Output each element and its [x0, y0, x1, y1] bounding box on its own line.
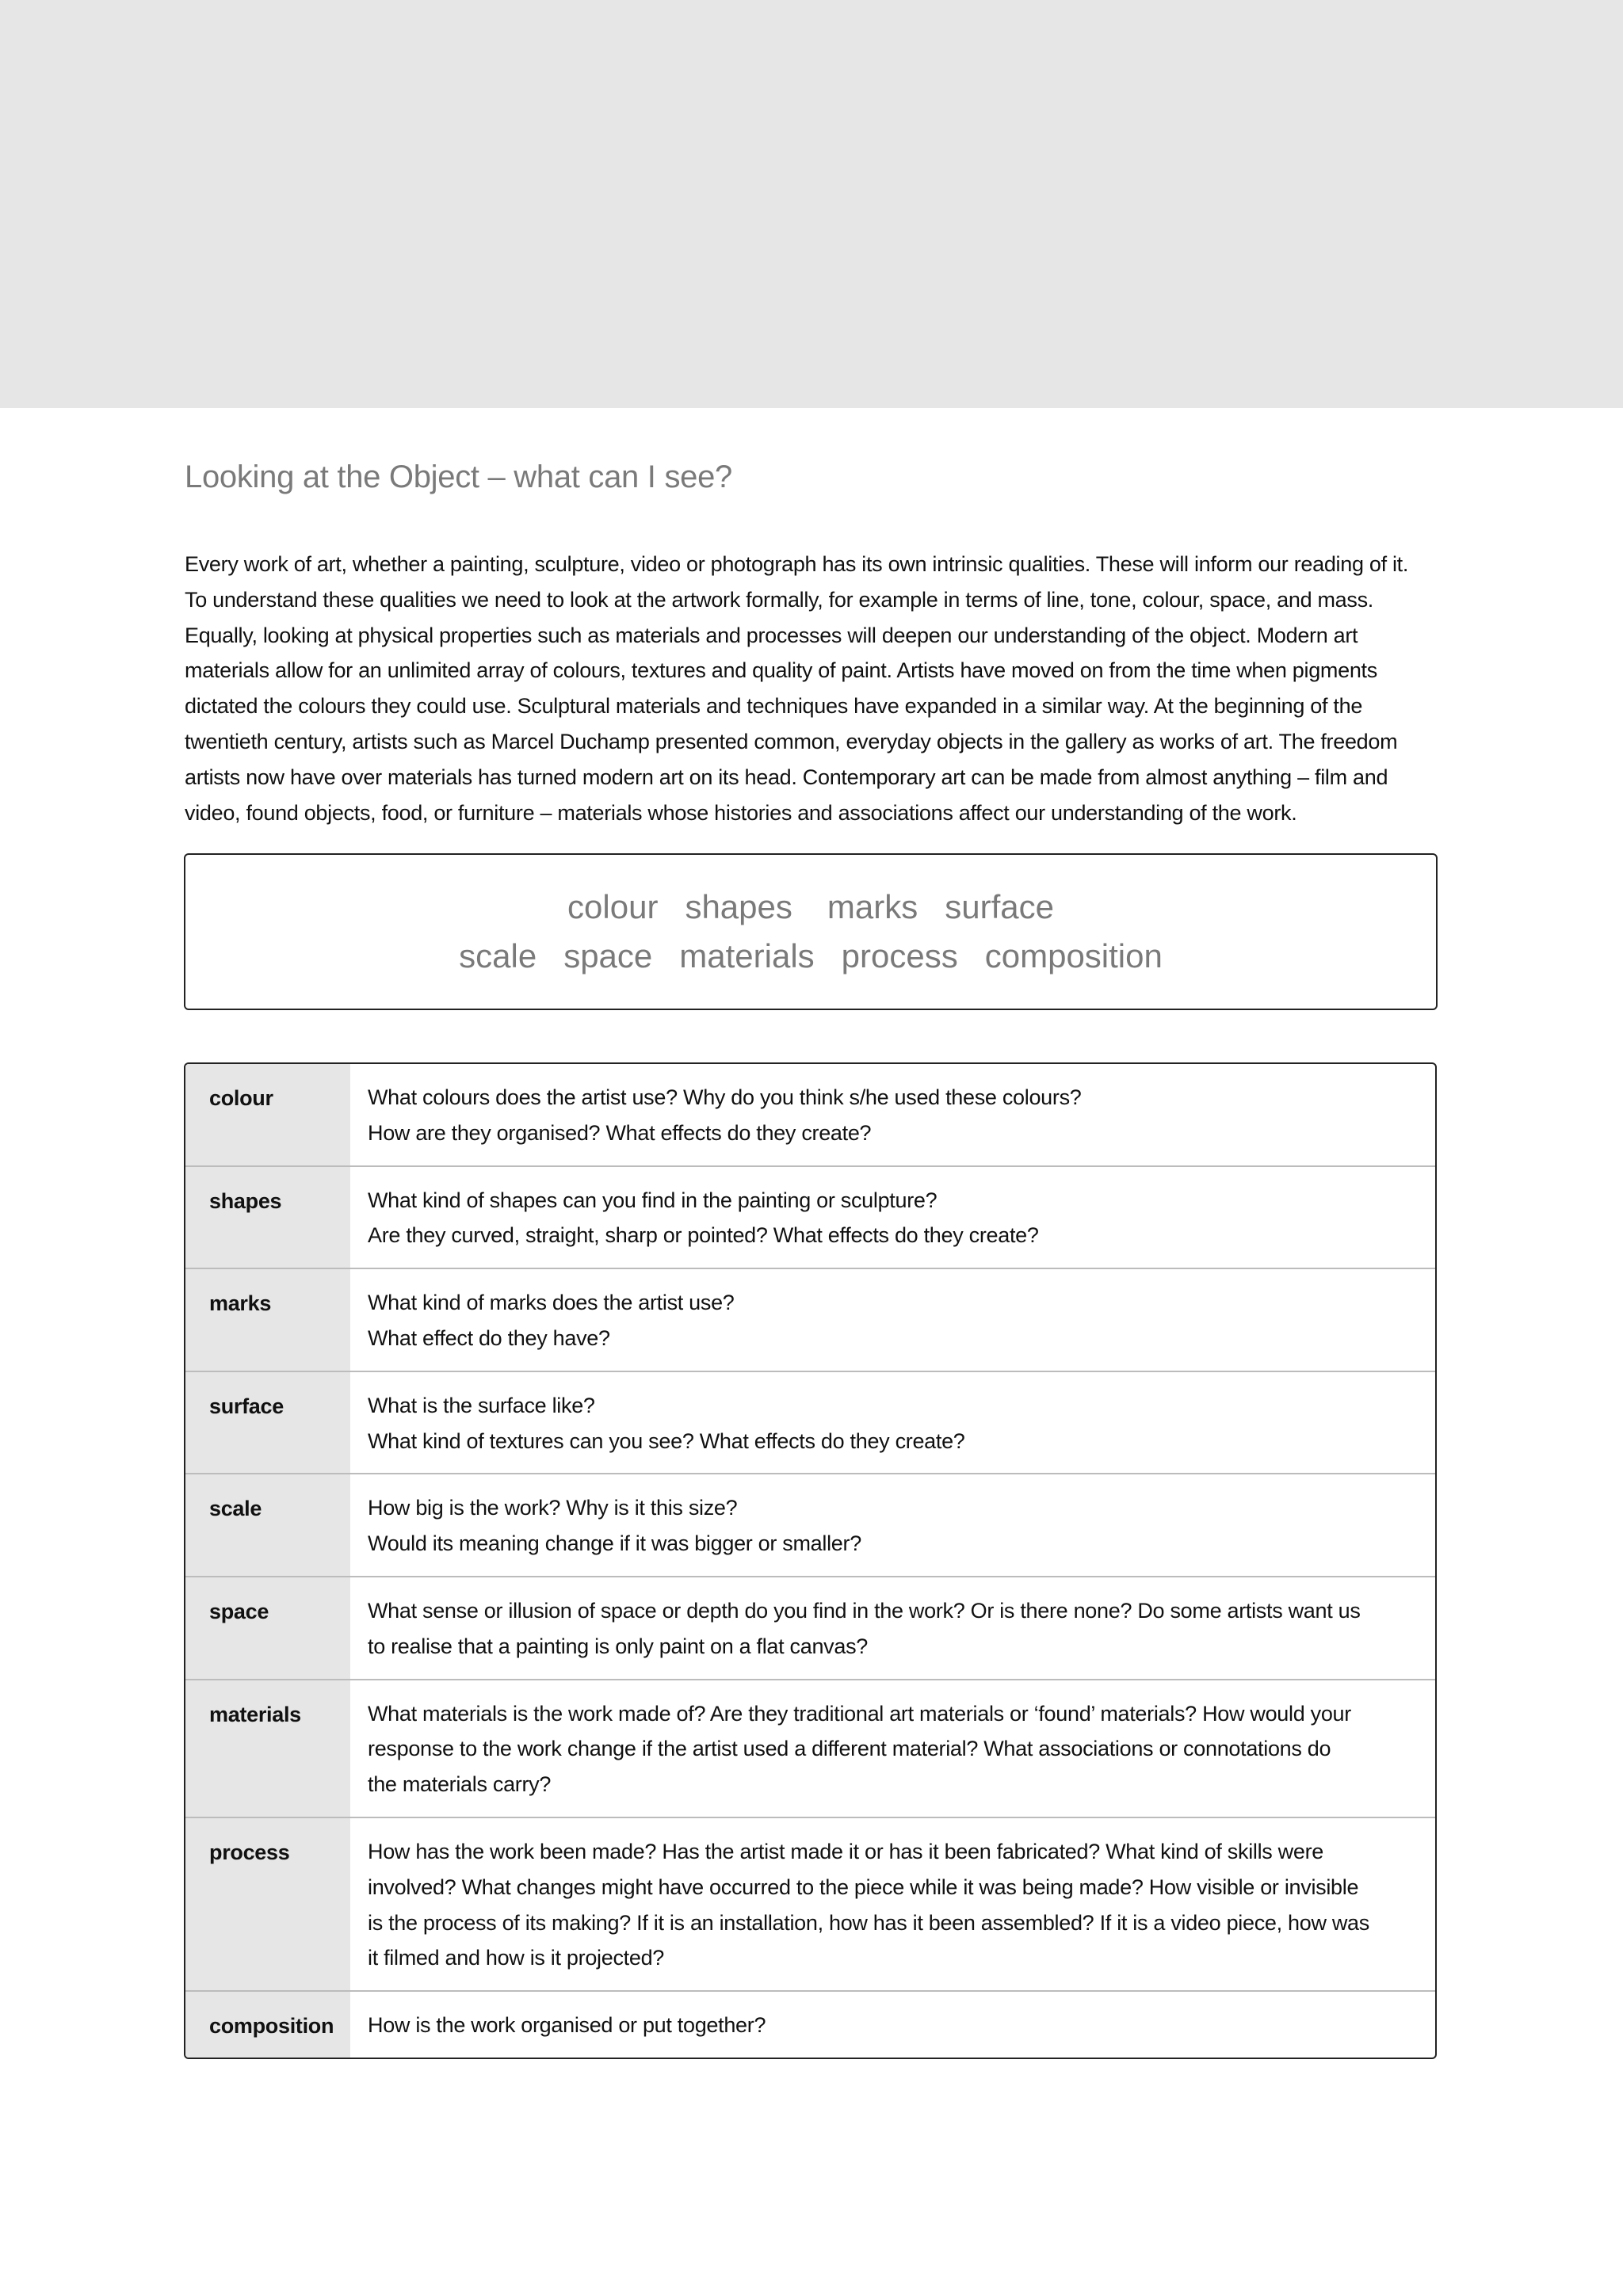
table-row — [185, 1473, 1435, 1576]
keyword-row — [567, 883, 1054, 932]
question-line: What effect do they have? — [368, 1325, 610, 1350]
intro-line: To understand these qualities we need to look at the artwork formally, for example in terms of line, tone, colour, space, and mass. — [185, 587, 1374, 612]
question-line: How is the work organised or put together? — [368, 2013, 766, 2038]
row-question — [350, 1167, 1435, 1268]
keyword: surface — [945, 888, 1054, 925]
keyword: space — [563, 937, 653, 974]
question-line: Would its meaning change if it was bigger or smaller? — [368, 1531, 861, 1556]
intro-line: video, found objects, food, or furniture – materials whose histories and associations affect our understanding of the work. — [185, 800, 1297, 825]
row-term: surface — [185, 1372, 350, 1474]
row-question — [350, 1577, 1435, 1679]
row-term: process — [185, 1818, 350, 1990]
intro-line: Equally, looking at physical properties such as materials and processes will deepen our understanding of the object. Modern art — [185, 623, 1358, 647]
question-line: What colours does the artist use? Why do you think s/he used these colours? — [368, 1085, 1082, 1109]
intro-line: Every work of art, whether a painting, sculpture, video or photograph has its own intrinsic qualities. These will inform our reading of it. — [185, 552, 1409, 576]
keyword: scale — [459, 937, 537, 974]
row-term: space — [185, 1577, 350, 1679]
row-question — [350, 1818, 1435, 1990]
row-question — [350, 1064, 1435, 1165]
question-line: What kind of shapes can you find in the painting or sculpture? — [368, 1188, 938, 1212]
row-term: scale — [185, 1474, 350, 1576]
row-question — [350, 1474, 1435, 1576]
question-line: What kind of marks does the artist use? — [368, 1291, 735, 1315]
row-term: shapes — [185, 1167, 350, 1268]
table-row — [185, 1165, 1435, 1268]
keyword: materials — [679, 937, 815, 974]
row-question — [350, 1269, 1435, 1371]
question-line: What materials is the work made of? Are they traditional art materials or ‘found’ materials? How would your — [368, 1701, 1351, 1726]
keyword: colour — [567, 888, 659, 925]
page-title: Looking at the Object – what can I see? — [185, 460, 732, 494]
keyword: process — [841, 937, 958, 974]
table-row — [185, 1679, 1435, 1817]
question-line: to realise that a painting is only paint on a flat canvas? — [368, 1634, 869, 1658]
table-row — [185, 1268, 1435, 1371]
keyword-box — [184, 853, 1438, 1010]
intro-paragraph — [185, 547, 1453, 830]
intro-line: dictated the colours they could use. Sculptural materials and techniques have expanded in a similar way. At the beginning of the — [185, 694, 1363, 719]
intro-line: materials allow for an unlimited array of colours, textures and quality of paint. Artists have moved on from the time when pigments — [185, 658, 1377, 683]
row-question — [350, 1372, 1435, 1474]
question-line: involved? What changes might have occurred to the piece while it was being made? How visible or invisible — [368, 1875, 1359, 1899]
row-term: materials — [185, 1680, 350, 1817]
keyword: composition — [984, 937, 1163, 974]
question-line: What kind of textures can you see? What effects do they create? — [368, 1428, 965, 1453]
keyword-row — [459, 932, 1163, 981]
row-question — [350, 1992, 1435, 2058]
keyword: shapes — [685, 888, 792, 925]
questions-table — [184, 1062, 1437, 2059]
row-question — [350, 1680, 1435, 1817]
row-term: colour — [185, 1064, 350, 1165]
keyword: marks — [827, 888, 918, 925]
question-line: How are they organised? What effects do they create? — [368, 1120, 872, 1145]
table-row — [185, 1371, 1435, 1474]
question-line: the materials carry? — [368, 1772, 552, 1797]
table-row — [185, 1817, 1435, 1990]
question-line: What sense or illusion of space or depth do you find in the work? Or is there none? Do some artists want us — [368, 1598, 1361, 1623]
question-line: is the process of its making? If it is an installation, how has it been assembled? If it is a video piece, how was — [368, 1910, 1369, 1935]
header-band — [0, 0, 1623, 408]
question-line: Are they curved, straight, sharp or pointed? What effects do they create? — [368, 1223, 1039, 1248]
row-term: composition — [185, 1992, 350, 2058]
question-line: it filmed and how is it projected? — [368, 1946, 664, 1970]
question-line: response to the work change if the artist used a different material? What associations or connotations do — [368, 1737, 1331, 1761]
question-line: What is the surface like? — [368, 1393, 595, 1417]
question-line: How big is the work? Why is it this size? — [368, 1496, 738, 1520]
intro-line: twentieth century, artists such as Marcel Duchamp presented common, everyday objects in the gallery as works of art. The freedom — [185, 729, 1398, 753]
table-row — [185, 1576, 1435, 1679]
table-row — [185, 1064, 1435, 1165]
question-line: How has the work been made? Has the artist made it or has it been fabricated? What kind of skills were — [368, 1839, 1324, 1863]
row-term: marks — [185, 1269, 350, 1371]
table-row — [185, 1990, 1435, 2058]
intro-line: artists now have over materials has turned modern art on its head. Contemporary art can be made from almost anything – film and — [185, 765, 1388, 789]
